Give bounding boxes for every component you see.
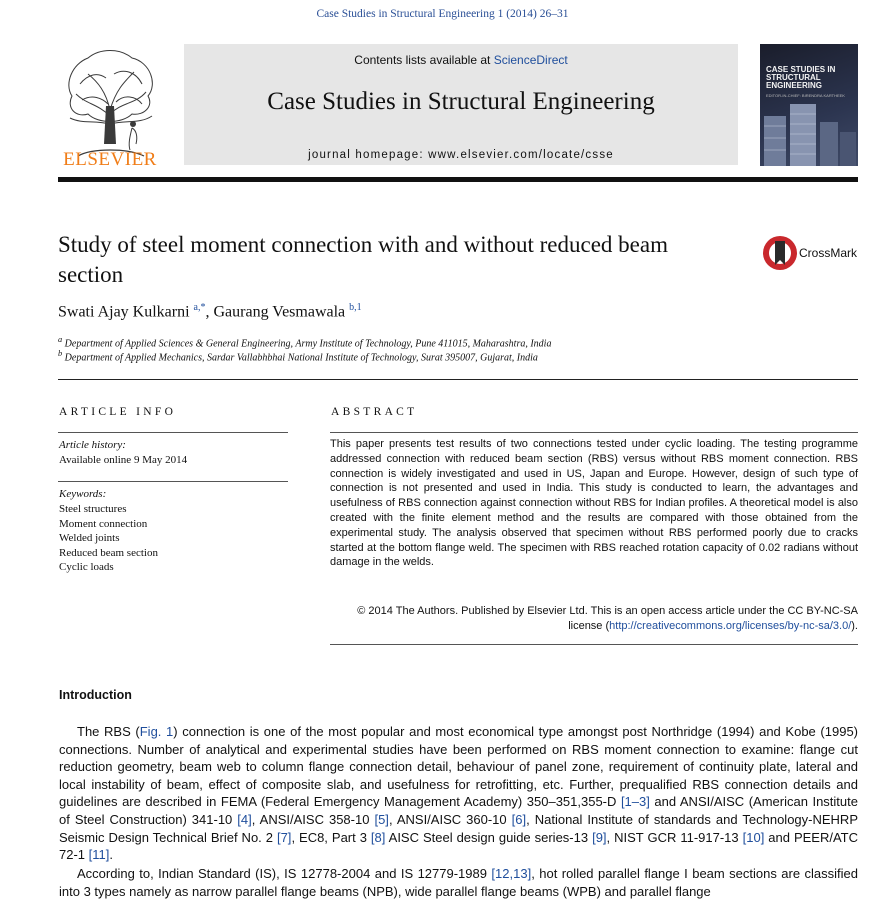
contents-prefix: Contents lists available at [354, 53, 494, 67]
article-history-value: Available online 9 May 2014 [59, 454, 188, 466]
introduction-heading: Introduction [59, 688, 132, 702]
introduction-paragraph-1 [59, 723, 858, 864]
journal-homepage-line [184, 149, 738, 161]
cover-building-image [760, 96, 858, 166]
keywords-divider [58, 481, 288, 482]
paragraph-text: , ANSI/AISC 358-10 [251, 811, 375, 827]
paragraph-text: , National Institute of standards and Technology-NEHRP Seismic Design Technical Brief No. 2 [59, 811, 858, 845]
paragraph-text: , hot rolled parallel flange I beam sections are classified into 3 types namely as narrow parallel flange beams (NPB), wide parallel flange beams (WPB) and parallel flange [59, 866, 858, 899]
keyword-item: Welded joints [59, 532, 120, 545]
article-info-heading: ARTICLE INFO [59, 406, 177, 418]
reference-link[interactable]: [7] [276, 829, 292, 845]
crossmark-label[interactable]: CrossMark [799, 246, 858, 260]
author-name[interactable]: Swati Ajay Kulkarni [58, 303, 190, 321]
paragraph-text: , NIST GCR 11-917-13 [606, 829, 743, 845]
paragraph-text: , EC8, Part 3 [291, 829, 371, 845]
article-title: Study of steel moment connection with and without reduced beam section [58, 232, 668, 287]
paragraph-text: ) connection is one of the most popular and most economical type amongst post Northridge (1994) and Kobe (1995) connections. Number of analytical and experimental studies have been performed on RBS moment connection to examine: flange cut reduction geometry, beam web to column flange connection detail, behaviour of panel zone, requirement of continuity plate, lateral and local instability of beam, effect of composite slab, and usefulness for retrofitting, etc. Further, prequalified RBS connection details and guidelines are described in FEMA (Federal Emergency Management Academy) 350–351,355-D [59, 724, 858, 810]
paragraph-text: . [109, 847, 113, 863]
copyright-text: © 2014 The Authors. Published by Elsevier Ltd. This is an open access article under the CC BY-NC-SA license ( [357, 605, 858, 632]
paragraph-text: AISC Steel design guide series-13 [385, 829, 593, 845]
journal-title[interactable]: Case Studies in Structural Engineering [267, 88, 655, 115]
paragraph-text: and PEER/ATC 72-1 [59, 829, 858, 863]
cover-subtitle: EDITOR-IN-CHIEF: BIRENDRA KARTHEEK [766, 93, 845, 98]
paragraph-text: , ANSI/AISC 360-10 [388, 811, 512, 827]
paragraph-text: The RBS ( [77, 724, 140, 739]
paragraph-text: and ANSI/AISC (American Institute of Steel Construction) 341-10 [59, 794, 858, 827]
homepage-prefix: journal homepage: [308, 149, 429, 161]
reference-link[interactable]: [4] [237, 811, 252, 827]
header-divider [58, 177, 858, 182]
author-name[interactable]: Gaurang Vesmawala [213, 303, 346, 321]
abstract-text: This paper presents test results of two connections tested under cyclic loading. The testing programme addressed connection with reduced beam section (RBS) versus without RBS moment connection. RBS connection is widely investigated and used in US, Japan and Europe. However, design of such type of connection is not presented and used in India. This study is conducted to learn, the advantages and usefulness of RBS connection against connection without RBS for Indian profiles. A theoretical model is also created with the finite element method and the results are compared with those obtained from the experimental study. The analysis observed that specimen without RBS performed poorly due to cracks started at the bottom flange weld. The specimen with RBS reached rotation capacity of 0.02 radians without damage in the welds. [330, 438, 858, 569]
elsevier-wordmark[interactable]: ELSEVIER [63, 149, 157, 170]
reference-link[interactable]: [9] [592, 829, 607, 845]
license-link[interactable]: http://creativecommons.org/licenses/by-nc-sa/3.0/ [609, 619, 852, 632]
reference-link[interactable]: [10] [742, 829, 765, 845]
introduction-paragraph-2 [59, 865, 858, 900]
reference-link[interactable]: [11] [88, 847, 110, 863]
reference-link[interactable]: [5] [374, 811, 389, 827]
reference-link[interactable]: [8] [370, 829, 386, 845]
reference-link[interactable]: [12,13] [491, 866, 532, 881]
affiliation-mark: b [58, 349, 63, 358]
affiliation-b [58, 349, 538, 363]
paragraph-text: According to, Indian Standard (IS), IS 12778-2004 and IS 12779-1989 [77, 866, 492, 881]
keyword-item: Steel structures [59, 503, 127, 515]
reference-link[interactable]: Fig. 1 [139, 724, 174, 739]
affiliation-divider [58, 379, 858, 380]
cover-title: CASE STUDIES IN STRUCTURAL ENGINEERING [766, 65, 836, 90]
copyright-notice [330, 604, 858, 634]
abstract-divider [330, 432, 858, 433]
contents-line [184, 53, 738, 67]
abstract-heading: ABSTRACT [331, 406, 418, 418]
article-info-divider [58, 432, 288, 433]
article-history-label: Article history: [59, 439, 126, 451]
affiliation-text: Department of Applied Sciences & General Engineering, Army Institute of Technology, Pune 411015, Maharashtra, India [64, 338, 552, 350]
reference-link[interactable]: [6] [511, 811, 527, 827]
affiliation-mark: a [58, 335, 63, 344]
affiliation-text: Department of Applied Mechanics, Sardar Vallabhbhai National Institute of Technology, Surat 395007, Gujarat, India [64, 352, 538, 364]
keyword-item: Cyclic loads [59, 561, 114, 574]
author-affiliation-mark[interactable]: a,* [193, 302, 206, 313]
homepage-link[interactable]: www.elsevier.com/locate/csse [428, 149, 614, 161]
journal-citation-line[interactable]: Case Studies in Structural Engineering 1 (2014) 26–31 [316, 8, 569, 20]
keyword-item: Reduced beam section [59, 546, 158, 559]
keywords-label: Keywords: [59, 488, 107, 500]
reference-link[interactable]: [1–3] [620, 794, 650, 810]
keywords-list [59, 502, 158, 575]
copyright-suffix: ). [851, 619, 858, 632]
journal-cover-thumbnail[interactable] [760, 44, 858, 166]
sciencedirect-link[interactable]: ScienceDirect [493, 53, 568, 67]
abstract-bottom-divider [330, 644, 858, 645]
keyword-item: Moment connection [59, 517, 148, 530]
author-affiliation-mark[interactable]: b,1 [349, 302, 362, 313]
author-separator: , [205, 303, 214, 321]
affiliation-a [58, 335, 551, 349]
author-list [58, 302, 362, 321]
